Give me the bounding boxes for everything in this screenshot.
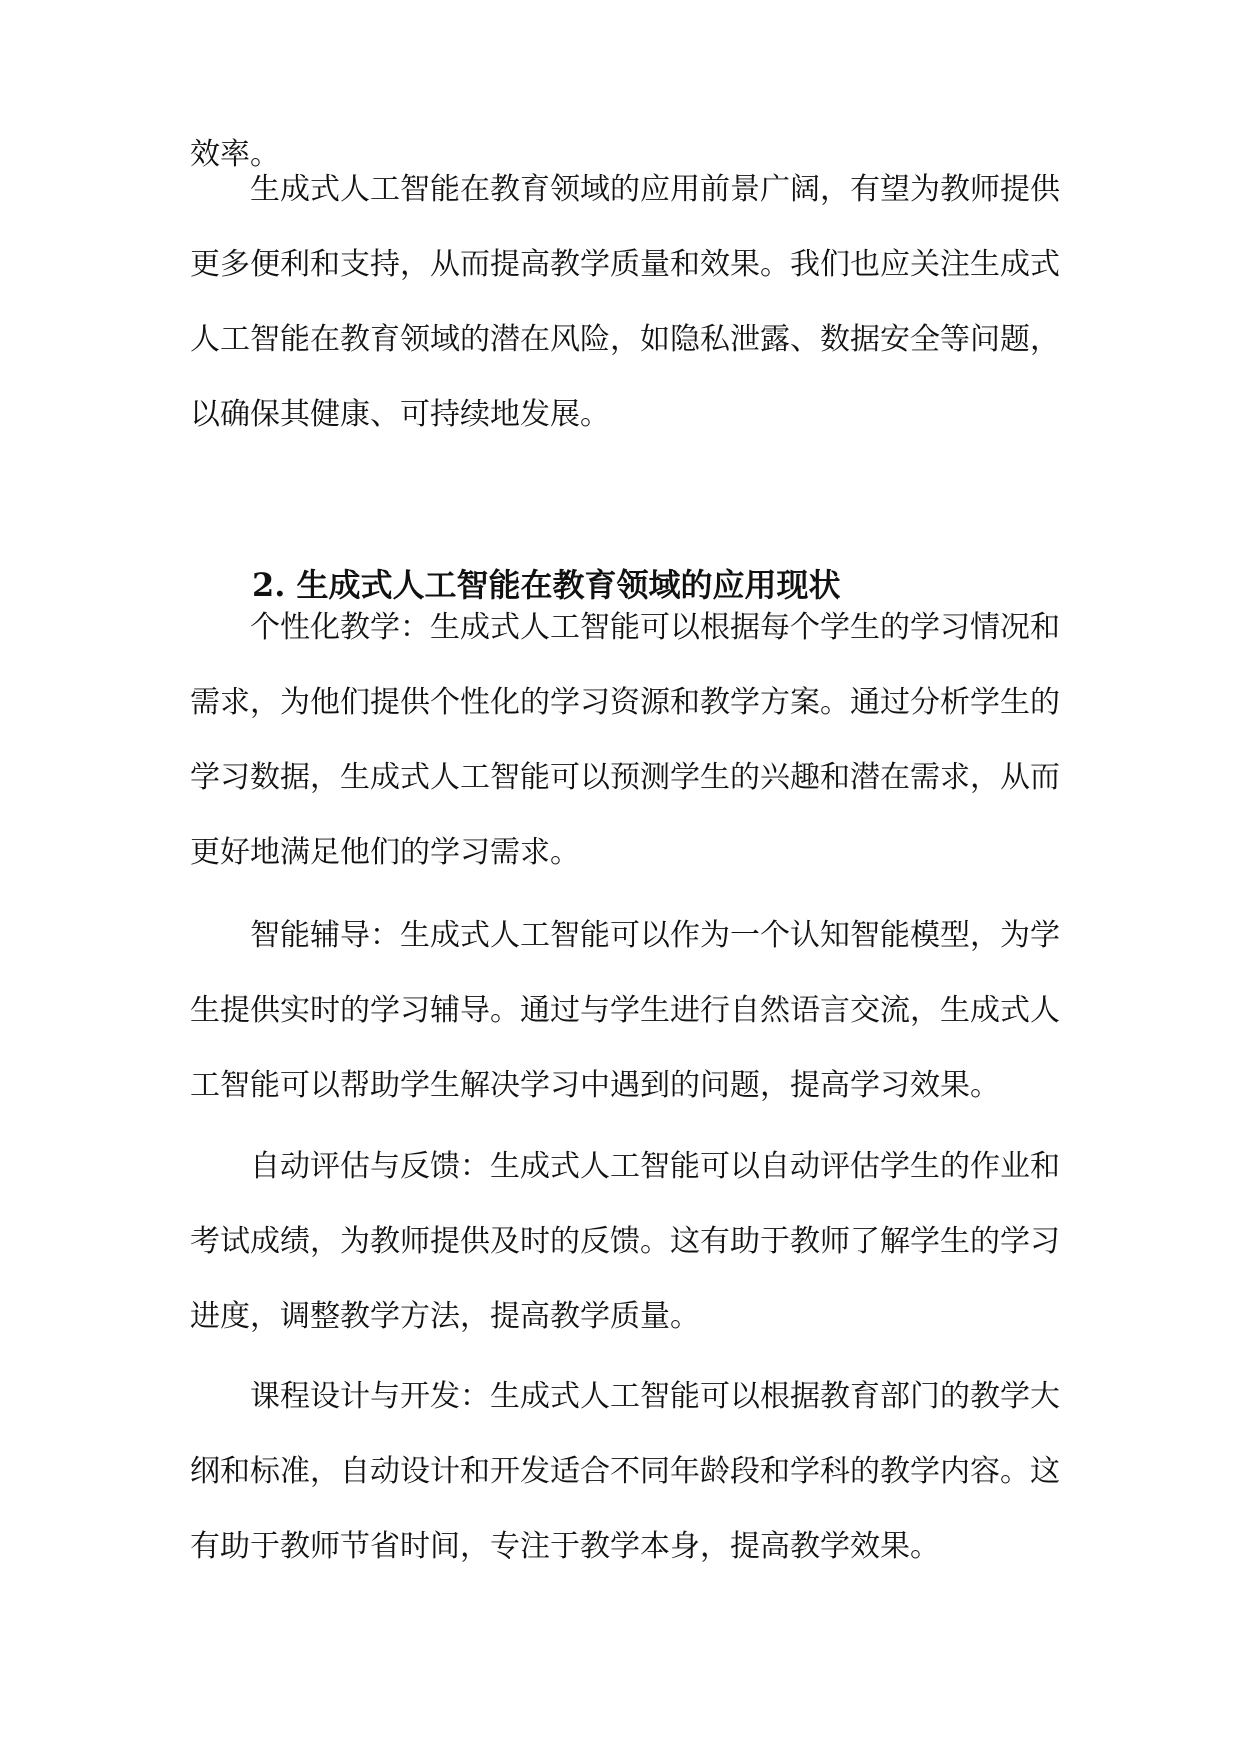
paragraph-intelligent-tutoring: 智能辅导：生成式人工智能可以作为一个认知智能模型，为学生提供实时的学习辅导。通过与学生进行自然语言交流，生成式人工智能可以帮助学生解决学习中遇到的问题，提高学习效果。 <box>190 918 1060 1103</box>
section-heading: 2. 生成式人工智能在教育领域的应用现状 <box>252 566 841 604</box>
continuation-text: 效率。 <box>190 137 280 172</box>
intro-paragraph: 生成式人工智能在教育领域的应用前景广阔，有望为教师提供更多便利和支持，从而提高教学质量和效果。我们也应关注生成式人工智能在教育领域的潜在风险，如隐私泄露、数据安全等问题，以确保其健康、可持续地发展。 <box>190 172 1060 432</box>
paragraph-personalized-teaching: 个性化教学：生成式人工智能可以根据每个学生的学习情况和需求，为他们提供个性化的学习资源和教学方案。通过分析学生的学习数据，生成式人工智能可以预测学生的兴趣和潜在需求，从而更好地满足他们的学习需求。 <box>190 610 1060 870</box>
paragraph-auto-assessment: 自动评估与反馈：生成式人工智能可以自动评估学生的作业和考试成绩，为教师提供及时的反馈。这有助于教师了解学生的学习进度，调整教学方法，提高教学质量。 <box>190 1149 1060 1334</box>
paragraph-curriculum-design: 课程设计与开发：生成式人工智能可以根据教育部门的教学大纲和标准，自动设计和开发适合不同年龄段和学科的教学内容。这有助于教师节省时间，专注于教学本身，提高教学效果。 <box>190 1379 1060 1564</box>
